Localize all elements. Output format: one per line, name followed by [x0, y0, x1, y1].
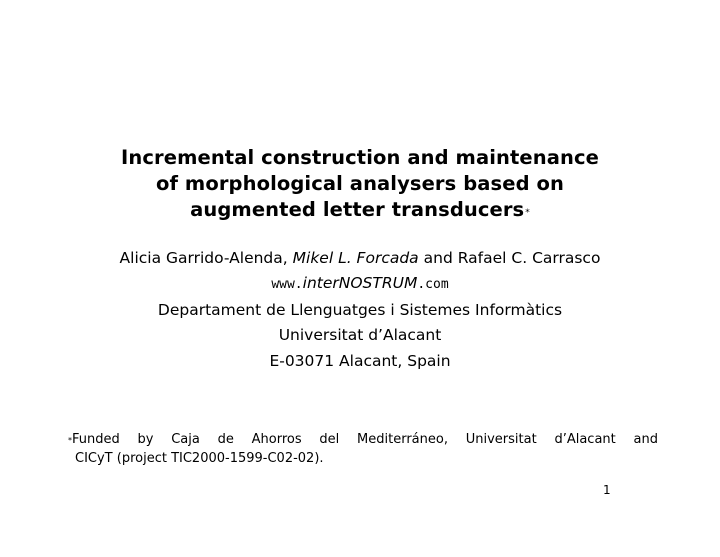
author-conjunction: and — [423, 249, 453, 267]
website-url — [0, 271, 720, 297]
website-name: interNOSTRUM — [302, 274, 418, 293]
footnote-line-2: CICyT (project TIC2000-1599-C02-02). — [75, 451, 324, 466]
website-suffix: .com — [417, 277, 449, 293]
author-list — [0, 246, 720, 271]
department-name: Departament de Llenguatges i Sistemes Informàtics — [157, 300, 563, 319]
university-name: Universitat d’Alacant — [278, 326, 442, 345]
title-line-1: Incremental construction and maintenance — [121, 146, 599, 169]
title-line-3 — [0, 197, 720, 223]
author-block — [0, 246, 720, 374]
title-line-2: of morphological analysers based on — [155, 172, 565, 195]
author-mikel-forcada: Mikel L. Forcada — [292, 249, 419, 267]
footnote-line-1-text: Funded by Caja de Ahorros del Mediterráneo, Universitat d’Alacant and — [72, 432, 658, 447]
title-line-3-text: augmented letter transducers — [190, 198, 525, 221]
paper-title — [0, 145, 720, 223]
page-number: 1 — [603, 483, 611, 497]
postal-address: E-03071 Alacant, Spain — [269, 351, 451, 370]
website-prefix: www. — [271, 277, 303, 293]
title-footnote-marker: * — [525, 208, 530, 218]
funding-footnote — [68, 430, 658, 468]
author-rafael-carrasco: Rafael C. Carrasco — [457, 249, 601, 267]
footnote-marker: * — [68, 436, 72, 445]
author-alicia-garrido-alenda: Alicia Garrido-Alenda, — [119, 249, 288, 267]
footnote-line-1 — [68, 430, 658, 449]
